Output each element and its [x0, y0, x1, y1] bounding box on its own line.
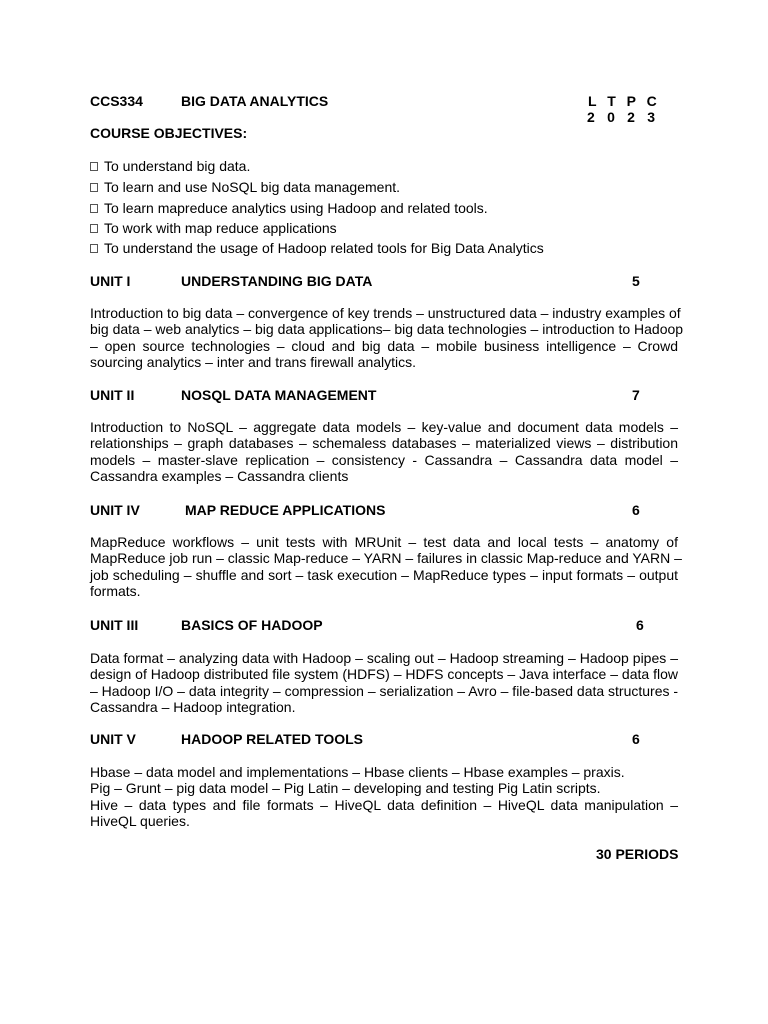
unit-description-line: MapReduce job run – classic Map-reduce – YARN – failures in classic Map-reduce and YARN –: [90, 550, 682, 567]
unit-title: NOSQL DATA MANAGEMENT: [181, 387, 377, 403]
objectives-heading: COURSE OBJECTIVES:: [90, 125, 248, 141]
unit-description: [90, 534, 682, 600]
unit-description-line: Cassandra examples – Cassandra clients: [90, 468, 349, 485]
unit-description-line: design of Hadoop distributed file system (HDFS) – HDFS concepts – Java interface – data flow: [90, 666, 678, 683]
objective-item: [90, 179, 400, 195]
unit-label: UNIT V: [90, 731, 136, 747]
objective-text: To work with map reduce applications: [104, 220, 337, 236]
objective-item: [90, 240, 544, 256]
checkbox-bullet-icon: [90, 183, 98, 192]
unit-description-line: formats.: [90, 583, 141, 600]
unit-description-line: – open source technologies – cloud and big data – mobile business intelligence – Crowd: [90, 337, 678, 354]
unit-description-line: Hive – data types and file formats – HiveQL data definition – HiveQL data manipulation –: [90, 796, 678, 813]
objective-item: [90, 158, 250, 174]
unit-label: UNIT I: [90, 273, 131, 289]
objective-text: To understand big data.: [104, 158, 251, 174]
unit-description-line: Pig – Grunt – pig data model – Pig Latin – developing and testing Pig Latin scripts.: [90, 780, 601, 797]
unit-title: UNDERSTANDING BIG DATA: [181, 273, 373, 289]
unit-description-line: Data format – analyzing data with Hadoop – scaling out – Hadoop streaming – Hadoop pipes –: [90, 650, 678, 666]
objective-text: To understand the usage of Hadoop related tools for Big Data Analytics: [104, 240, 544, 256]
unit-hours: 6: [636, 617, 644, 633]
unit-description-line: sourcing analytics – inter and trans firewall analytics.: [90, 354, 417, 371]
unit-description-line: job scheduling – shuffle and sort – task execution – MapReduce types – input formats – output: [90, 566, 678, 583]
unit-description-line: big data – web analytics – big data applications– big data technologies – introduction to Hadoop: [90, 321, 684, 338]
unit-title: MAP REDUCE APPLICATIONS: [185, 502, 386, 518]
objective-text: To learn and use NoSQL big data management.: [104, 179, 401, 195]
unit-description-line: models – master-slave replication – consistency - Cassandra – Cassandra data model –: [90, 451, 678, 468]
unit-label: UNIT IV: [90, 502, 140, 518]
ltpc-label: L T P C: [588, 93, 661, 109]
unit-description-line: Introduction to big data – convergence of key trends – unstructured data – industry examples of: [90, 305, 681, 321]
unit-description-line: MapReduce workflows – unit tests with MRUnit – test data and local tests – anatomy of: [90, 534, 678, 550]
unit-description: [90, 764, 678, 830]
checkbox-bullet-icon: [90, 244, 98, 253]
course-title: BIG DATA ANALYTICS: [181, 93, 329, 109]
unit-hours: 6: [632, 502, 640, 518]
unit-label: UNIT III: [90, 617, 139, 633]
unit-description: [90, 419, 678, 485]
total-periods: 30 PERIODS: [596, 846, 679, 862]
unit-description: [90, 305, 684, 371]
objective-item: [90, 220, 337, 236]
unit-hours: 7: [632, 387, 640, 403]
checkbox-bullet-icon: [90, 162, 98, 171]
objective-item: [90, 200, 488, 216]
unit-description-line: relationships – graph databases – schemaless databases – materialized views – distribution: [90, 435, 678, 452]
course-code: CCS334: [90, 93, 143, 109]
unit-hours: 5: [632, 273, 640, 289]
unit-description-line: HiveQL queries.: [90, 813, 190, 830]
unit-description-line: – Hadoop I/O – data integrity – compression – serialization – Avro – file-based data structures -: [90, 682, 679, 699]
objective-text: To learn mapreduce analytics using Hadoop and related tools.: [104, 200, 488, 216]
unit-label: UNIT II: [90, 387, 135, 403]
unit-hours: 6: [632, 731, 640, 747]
unit-description-line: Introduction to NoSQL – aggregate data models – key-value and document data models –: [90, 419, 678, 435]
unit-description: [90, 650, 678, 716]
checkbox-bullet-icon: [90, 224, 98, 233]
unit-description-line: Cassandra – Hadoop integration.: [90, 699, 296, 716]
unit-title: BASICS OF HADOOP: [181, 617, 323, 633]
unit-title: HADOOP RELATED TOOLS: [181, 731, 364, 747]
ltpc-values: 2 0 2 3: [587, 109, 660, 125]
unit-description-line: Hbase – data model and implementations – Hbase clients – Hbase examples – praxis.: [90, 764, 625, 780]
checkbox-bullet-icon: [90, 204, 98, 213]
